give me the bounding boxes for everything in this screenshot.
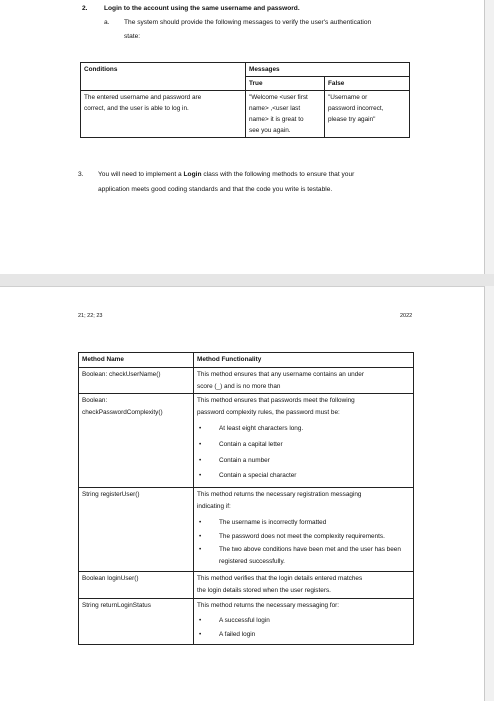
false-message-line: "Username or — [328, 94, 368, 101]
method-name: checkPasswordComplexity() — [82, 409, 163, 417]
method-table — [78, 352, 414, 645]
false-message-line: please try again" — [328, 116, 376, 123]
header-false: False — [325, 77, 410, 91]
list-item: • Contain a number — [197, 455, 410, 467]
method-desc-line: indicating if: — [197, 502, 231, 510]
method-desc-cell — [194, 571, 414, 598]
method-name: String returnLoginStatus — [82, 601, 151, 609]
document-page-1 — [0, 0, 485, 274]
table-row — [79, 367, 414, 394]
method-desc-line: This method returns the necessary registration messaging — [197, 491, 362, 499]
method-name: Boolean: — [82, 397, 108, 405]
item-3-number: 3. — [78, 171, 84, 178]
true-message-cell — [246, 91, 325, 138]
item-3-line-1 — [98, 170, 354, 180]
sub-item-a-text-line2: state: — [124, 33, 141, 40]
header-method-name: Method Name — [79, 353, 194, 368]
table-row — [79, 571, 414, 598]
authentication-messages-table — [80, 62, 410, 138]
header-messages: Messages — [246, 63, 410, 77]
method-name: String registerUser() — [82, 491, 140, 499]
true-message-line: "Welcome <user first — [249, 94, 308, 101]
method-name-cell — [79, 367, 194, 394]
list-item: • A failed login — [197, 629, 410, 641]
item-3-text-post: class with the following methods to ensure that your — [201, 171, 355, 178]
page-gap — [0, 274, 494, 286]
item-3-line-2: application meets good coding standards and that the code you write is testable. — [98, 186, 333, 193]
list-item: • A successful login — [197, 615, 410, 627]
method-name-cell — [79, 598, 194, 644]
password-rules-list — [197, 423, 410, 482]
sub-item-a-text-line1: The system should provide the following messages to verify the user's authentication — [124, 19, 372, 26]
false-message-cell — [325, 91, 410, 138]
item-3-class-name: Login — [183, 171, 202, 178]
method-name: Boolean loginUser() — [82, 574, 139, 582]
registration-messages-list — [197, 517, 410, 568]
method-name: Boolean: checkUserName() — [82, 370, 161, 378]
method-desc-cell — [194, 367, 414, 394]
table-row — [79, 598, 414, 644]
item-2-title: Login to the account using the same username and password. — [104, 5, 300, 12]
method-desc-line: score (_) and is no more than — [197, 382, 281, 390]
list-item: • The username is incorrectly formatted — [197, 517, 410, 529]
method-desc-cell — [194, 488, 414, 572]
header-true: True — [246, 77, 325, 91]
method-desc-line: This method ensures that any username contains an under — [197, 370, 364, 378]
table-row — [79, 394, 414, 488]
method-desc-line: This method returns the necessary messaging for: — [197, 601, 340, 609]
header-conditions: Conditions — [81, 63, 246, 91]
page-header-left: 21; 22; 23 — [78, 313, 103, 319]
method-desc-cell — [194, 394, 414, 488]
header-method-functionality: Method Functionality — [194, 353, 414, 368]
list-item: • The two above conditions have been met and the user has been registered successfully. — [197, 544, 409, 568]
false-message-line: password incorrect, — [328, 105, 384, 112]
method-desc-line: This method ensures that passwords meet the following — [197, 397, 355, 405]
list-item: • At least eight characters long. — [197, 423, 410, 435]
true-message-line: see you again. — [249, 127, 291, 134]
method-name-cell — [79, 488, 194, 572]
sub-item-a-letter: a. — [104, 19, 110, 26]
true-message-line: name> it is great to — [249, 116, 304, 123]
method-desc-line: This method verifies that the login details entered matches — [197, 574, 363, 582]
list-item: • Contain a capital letter — [197, 439, 410, 451]
method-name-cell — [79, 571, 194, 598]
login-status-list — [197, 615, 410, 641]
method-desc-line: password complexity rules, the password must be: — [197, 409, 340, 417]
item-2-number: 2. — [82, 5, 88, 12]
item-3-text-pre: You will need to implement a — [98, 171, 184, 178]
method-desc-line: the login details stored when the user registers. — [197, 586, 331, 594]
page-header-right: 2022 — [400, 313, 413, 319]
condition-cell — [81, 91, 246, 138]
list-item: • Contain a special character — [197, 470, 410, 482]
method-desc-cell — [194, 598, 414, 644]
method-name-cell — [79, 394, 194, 488]
condition-line-2: correct, and the user is able to log in. — [84, 105, 189, 112]
true-message-line: name> ,<user last — [249, 105, 301, 112]
condition-line-1: The entered username and password are — [84, 94, 202, 101]
list-item: • The password does not meet the complexity requirements. — [197, 531, 399, 543]
table-row — [79, 488, 414, 572]
